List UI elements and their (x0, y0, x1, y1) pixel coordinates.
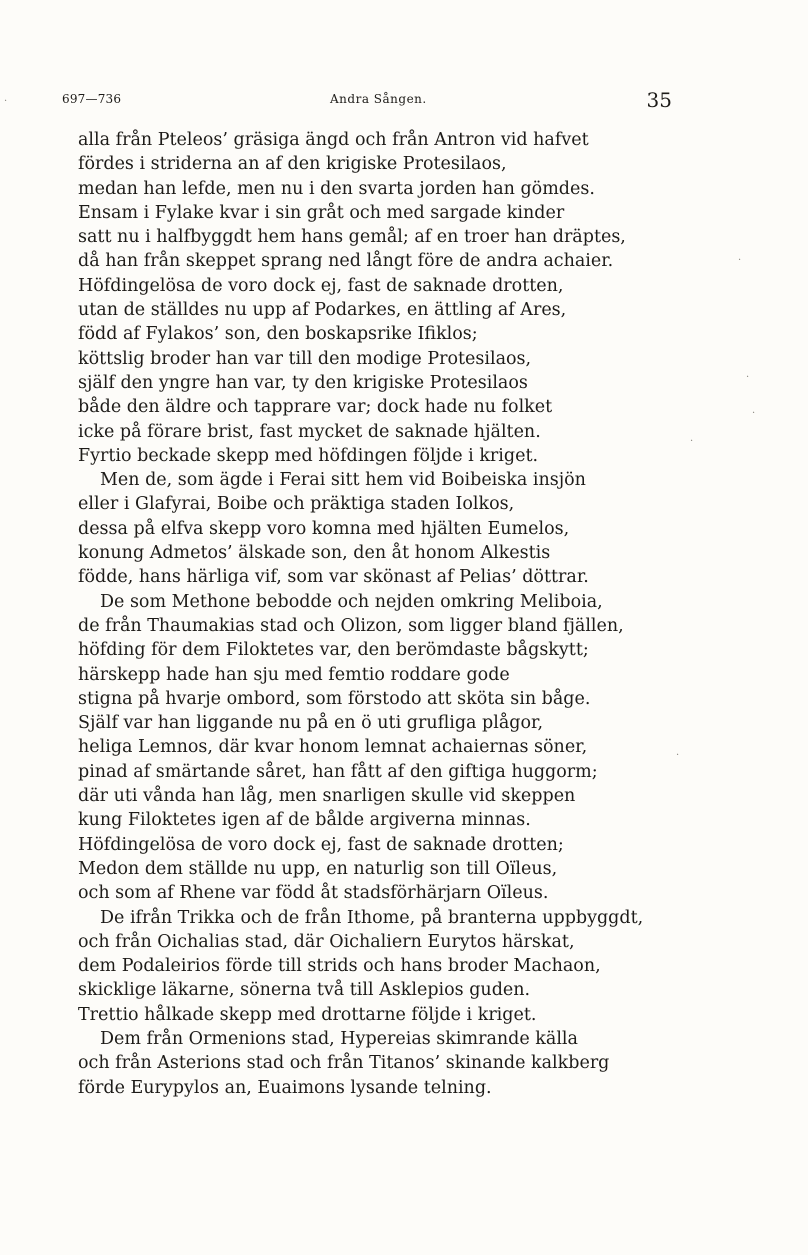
verse-line: skicklige läkarne, sönerna två till Asklepios guden. (78, 980, 531, 1001)
scan-speck: · (4, 96, 8, 107)
verse-line: konung Admetos’ älskade son, den åt honom Alkestis (78, 543, 551, 564)
verse-line: och från Asterions stad och från Titanos’ skinande kalkberg (78, 1053, 610, 1074)
verse-line: alla från Pteleos’ gräsiga ängd och från Antron vid hafvet (78, 130, 589, 150)
scan-speck: · (676, 750, 680, 761)
scan-speck: · (690, 436, 694, 447)
verse-line: fördes i striderna an af den krigiske Protesilaos, (78, 154, 507, 175)
verse-line: kung Filoktetes igen af de bålde argiverna minnas. (78, 810, 531, 831)
verse-line: utan de ställdes nu upp af Podarkes, en ättling af Ares, (78, 300, 567, 321)
verse-line: där uti vånda han låg, men snarligen skulle vid skeppen (78, 786, 576, 807)
verse-line: satt nu i halfbyggdt hem hans gemål; af en troer han dräptes, (78, 227, 626, 248)
verse-line: pinad af smärtande såret, han fått af den giftiga huggorm; (78, 761, 598, 782)
verse-line: icke på förare brist, fast mycket de saknade hjälten. (78, 421, 541, 442)
verse-line: Trettio hålkade skepp med drottarne följde i kriget. (78, 1004, 537, 1025)
line-range: 697—736 (62, 92, 122, 106)
verse-line: själf den yngre han var, ty den krigiske Protesilaos (78, 372, 528, 393)
verse-line: stigna på hvarje ombord, som förstodo att sköta sin båge. (78, 688, 591, 709)
verse-line: och som af Rhene var född åt stadsförhärjarn Oïleus. (78, 883, 549, 904)
verse-line: De ifrån Trikka och de från Ithome, på branterna uppbyggdt, (100, 907, 644, 928)
verse-line: dessa på elfva skepp voro komna med hjälten Eumelos, (78, 518, 570, 539)
verse-line: eller i Glafyrai, Boibe och präktiga staden Iolkos, (78, 494, 515, 515)
verse-line: dem Podaleirios förde till strids och hans broder Machaon, (78, 956, 601, 977)
verse-line: då han från skeppet sprang ned långt före de andra achaier. (78, 251, 614, 272)
verse-line: härskepp hade han sju med femtio roddare gode (78, 664, 510, 685)
verse-line: både den äldre och tapprare var; dock hade nu folket (78, 397, 553, 418)
verse-line: de från Thaumakias stad och Olizon, som ligger bland fjällen, (78, 615, 624, 636)
running-title: Andra Sången. (330, 92, 427, 106)
page-header (62, 88, 672, 118)
scan-speck: · (746, 372, 750, 383)
verse-line: förde Eurypylos an, Euaimons lysande telning. (78, 1077, 492, 1098)
verse-line: Själf var han liggande nu på en ö uti grufliga plågor, (78, 713, 544, 734)
verse-line: Höfdingelösa de voro dock ej, fast de saknade drotten, (78, 275, 564, 296)
poem-text (78, 128, 678, 1100)
scan-speck: · (738, 255, 742, 266)
verse-line: De som Methone bebodde och nejden omkring Meliboia, (100, 591, 603, 612)
verse-line: Medon dem ställde nu upp, en naturlig son till Oïleus, (78, 858, 558, 879)
verse-line: medan han lefde, men nu i den svarta jorden han gömdes. (78, 178, 595, 199)
verse-line: köttslig broder han var till den modige Protesilaos, (78, 348, 532, 369)
scan-speck: · (752, 408, 756, 419)
verse-line: Ensam i Fylake kvar i sin gråt och med sargade kinder (78, 202, 565, 223)
verse-line: höfding för dem Filoktetes var, den berömdaste bågskytt; (78, 640, 589, 661)
verse-line: Fyrtio beckade skepp med höfdingen följde i kriget. (78, 445, 539, 466)
verse-line: och från Oichalias stad, där Oichaliern Eurytos härskat, (78, 931, 575, 952)
verse-line: heliga Lemnos, där kvar honom lemnat achaiernas söner, (78, 737, 588, 758)
verse-line: Men de, som ägde i Ferai sitt hem vid Boibeiska insjön (100, 470, 586, 491)
page-number: 35 (646, 88, 672, 112)
verse-line: födde, hans härliga vif, som var skönast af Pelias’ döttrar. (78, 567, 589, 588)
verse-line: Höfdingelösa de voro dock ej, fast de saknade drotten; (78, 834, 564, 855)
verse-line: Dem från Ormenions stad, Hypereias skimrande källa (100, 1028, 578, 1049)
verse-line: född af Fylakos’ son, den boskapsrike Ifiklos; (78, 324, 478, 345)
